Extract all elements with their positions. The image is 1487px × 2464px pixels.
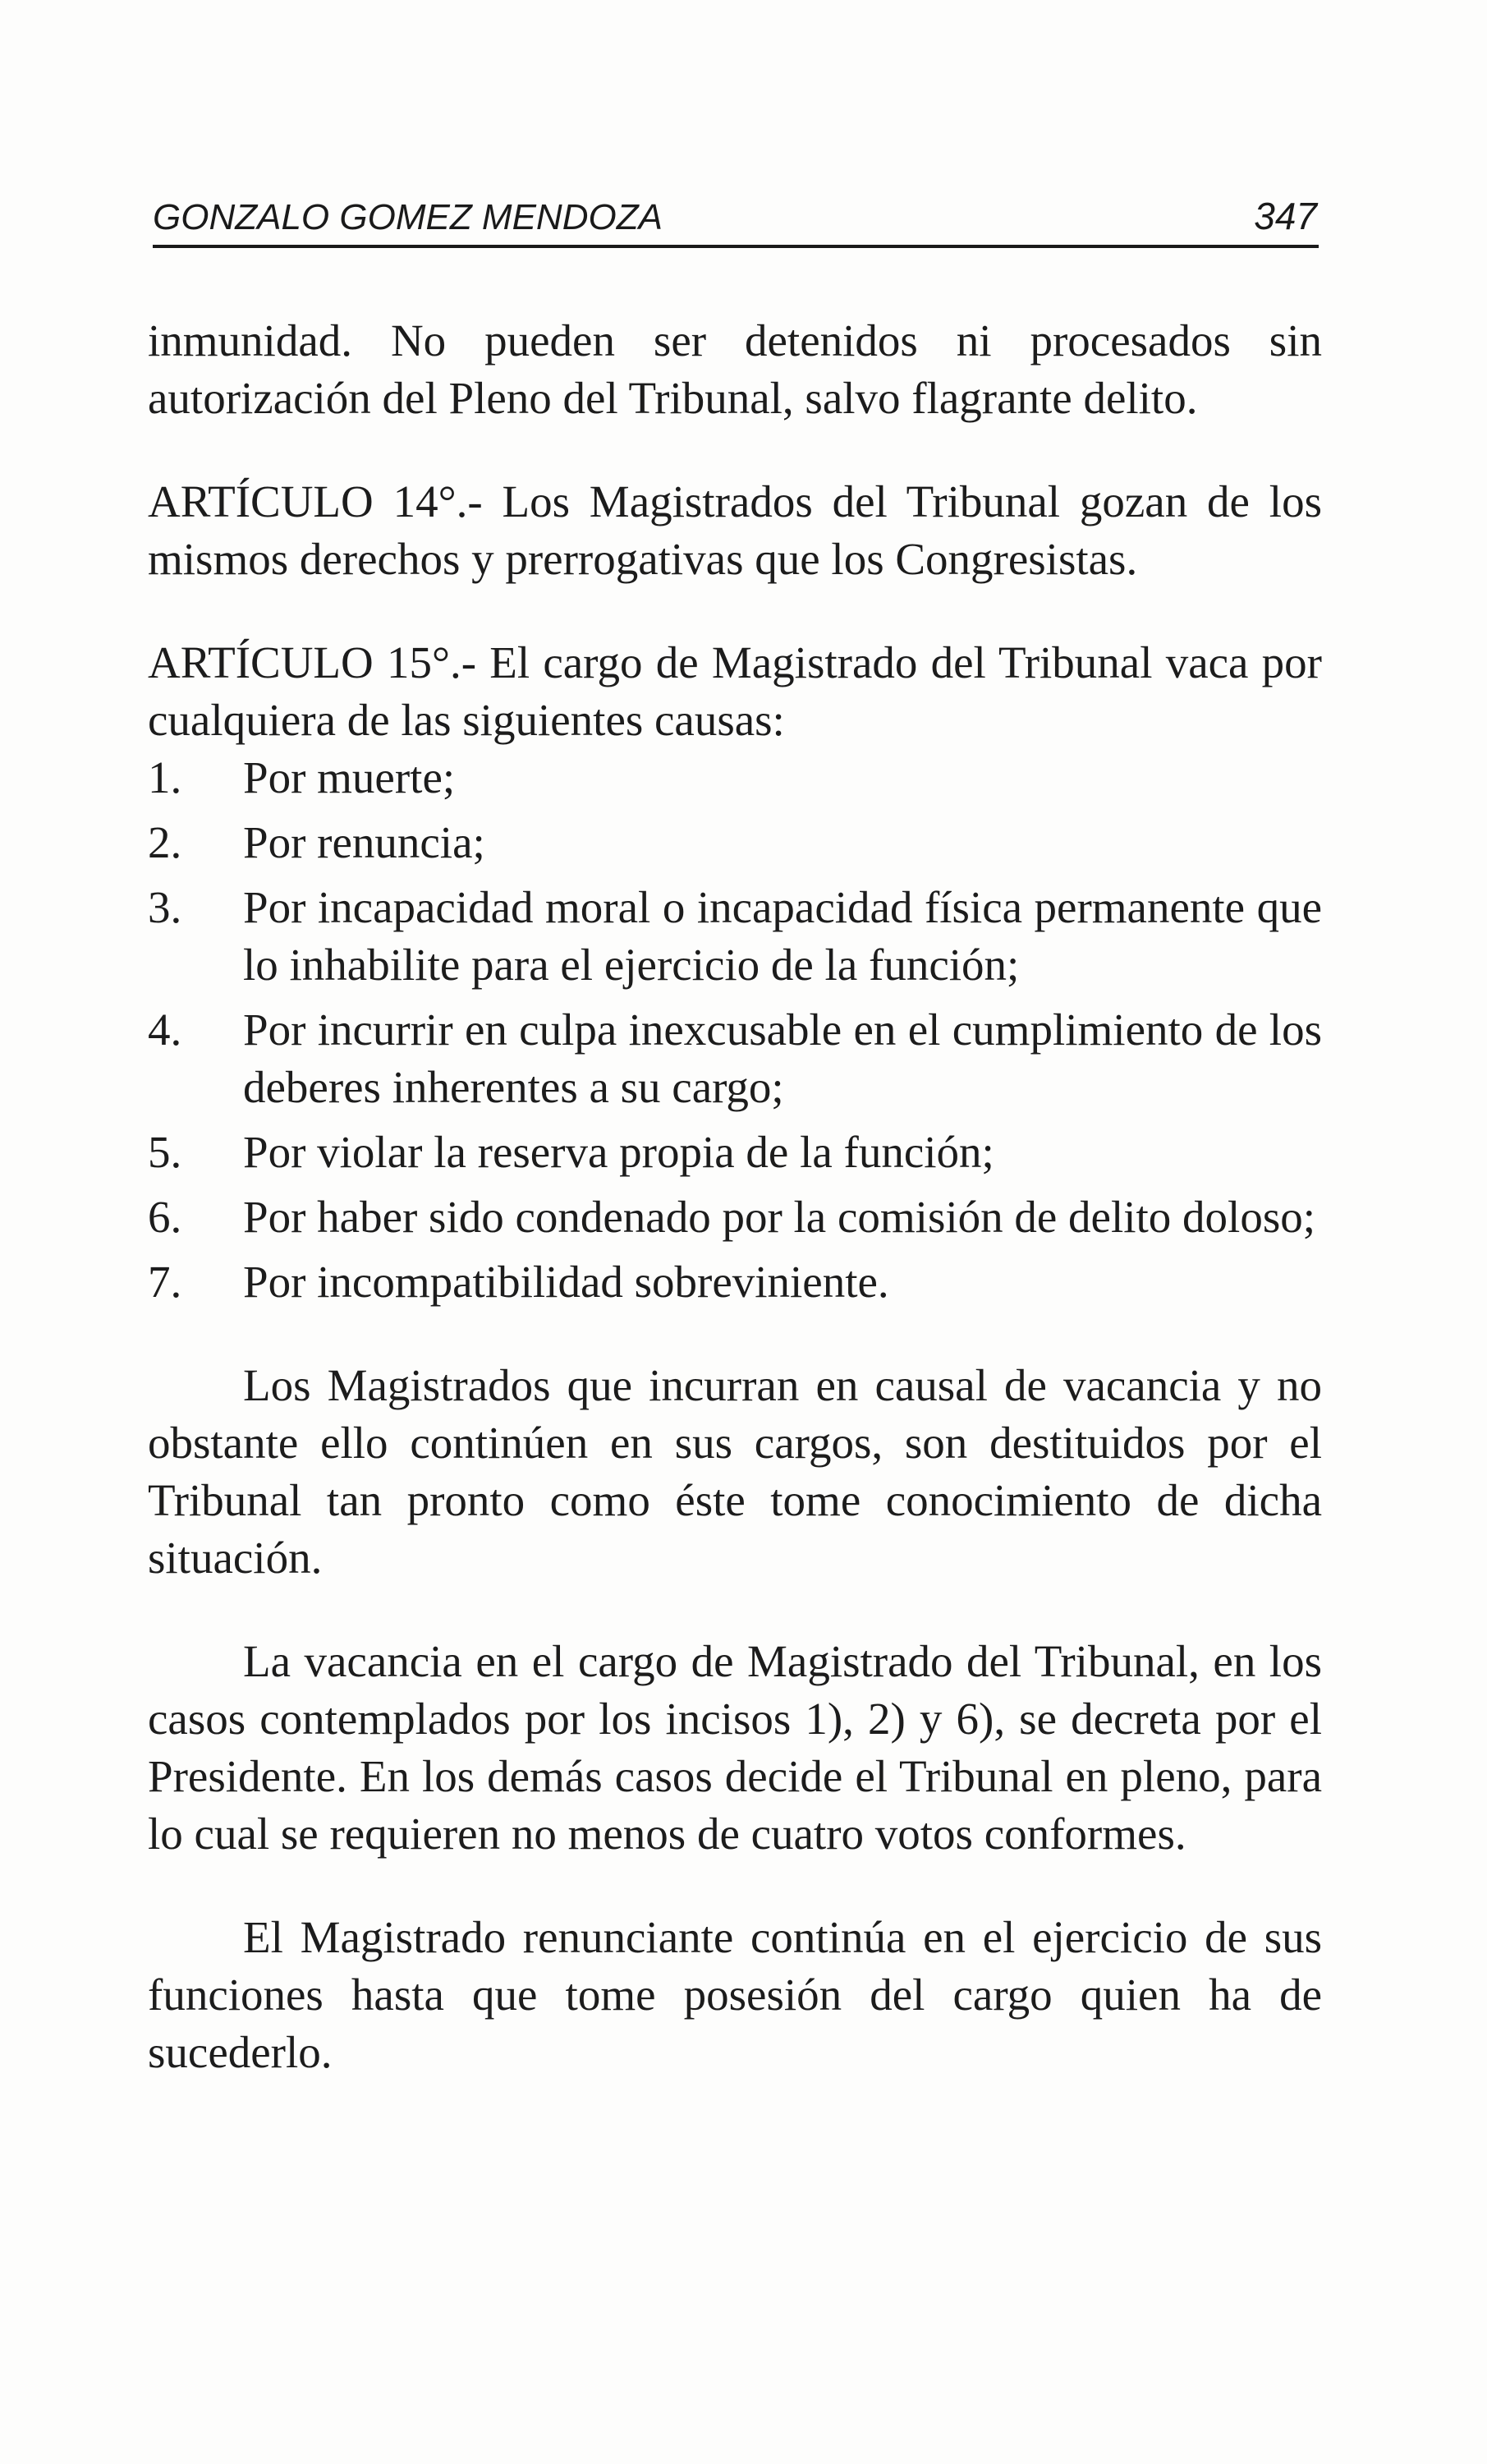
list-text: Por muerte; <box>243 752 456 802</box>
paragraph-vacancy-removal: Los Magistrados que incurran en causal de vacancia y no obstante ello continúen en sus cargos, son destituidos por el Tribunal tan pronto como éste tome conocimiento de dicha situación. <box>148 1360 1322 1583</box>
vacancy-causes-list <box>148 749 1322 1311</box>
list-number: 5. <box>148 1127 182 1177</box>
list-number: 6. <box>148 1192 182 1242</box>
paragraph-resignation: El Magistrado renunciante continúa en el ejercicio de sus funciones hasta que tome posesión del cargo quien ha de sucederlo. <box>148 1912 1322 2077</box>
list-item <box>148 1124 1322 1181</box>
list-item <box>148 1188 1322 1246</box>
list-item <box>148 814 1322 871</box>
list-number: 1. <box>148 752 182 802</box>
list-item <box>148 879 1322 994</box>
list-item <box>148 749 1322 807</box>
list-item <box>148 1001 1322 1116</box>
running-header <box>153 187 1319 248</box>
list-number: 2. <box>148 817 182 867</box>
intro-paragraph: inmunidad. No pueden ser detenidos ni procesados sin autorización del Pleno del Tribunal, salvo flagrante delito. <box>148 315 1322 423</box>
list-text: Por haber sido condenado por la comisión de delito doloso; <box>243 1192 1316 1242</box>
list-text: Por incurrir en culpa inexcusable en el cumplimiento de los deberes inherentes a su cargo; <box>243 1004 1322 1112</box>
list-text: Por renuncia; <box>243 817 485 867</box>
list-text: Por incompatibilidad sobreviniente. <box>243 1257 889 1307</box>
page-number: 347 <box>1254 195 1317 237</box>
list-number: 7. <box>148 1257 182 1307</box>
list-text: Por incapacidad moral o incapacidad física permanente que lo inhabilite para el ejercicio de la función; <box>243 882 1322 990</box>
list-item <box>148 1253 1322 1311</box>
article-14: ARTÍCULO 14°.- Los Magistrados del Tribunal gozan de los mismos derechos y prerrogativas que los Congresistas. <box>148 476 1322 584</box>
header-author: GONZALO GOMEZ MENDOZA <box>153 197 663 237</box>
paragraph-vacancy-decree: La vacancia en el cargo de Magistrado del Tribunal, en los casos contemplados por los incisos 1), 2) y 6), se decreta por el Presidente. En los demás casos decide el Tribunal en pleno, para lo cual se requieren no menos de cuatro votos conformes. <box>148 1636 1322 1859</box>
article-15: ARTÍCULO 15°.- El cargo de Magistrado del Tribunal vaca por cualquiera de las siguientes causas: <box>148 637 1322 745</box>
page-body <box>148 312 1322 2081</box>
list-text: Por violar la reserva propia de la función; <box>243 1127 994 1177</box>
list-number: 3. <box>148 882 182 932</box>
list-number: 4. <box>148 1004 182 1055</box>
